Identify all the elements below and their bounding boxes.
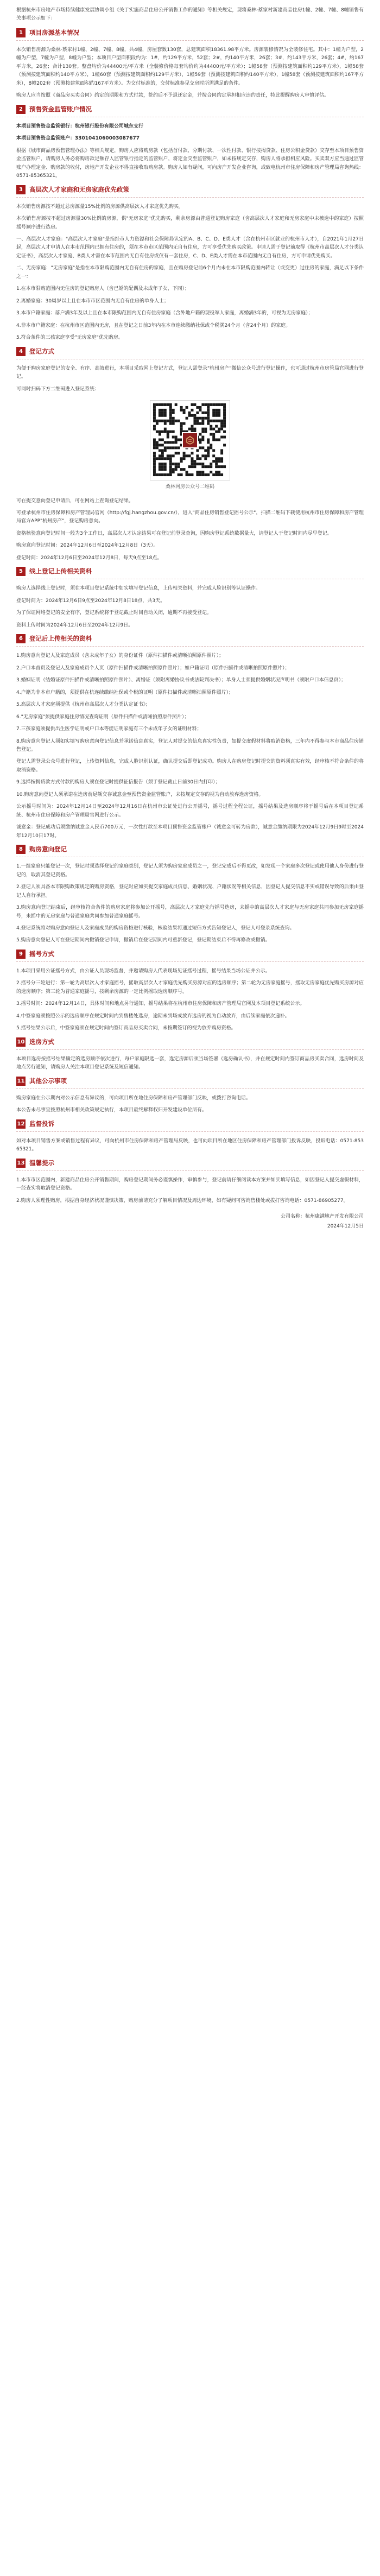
section-8 bbox=[16, 845, 364, 945]
section-number-badge: 2 bbox=[16, 105, 26, 114]
section-10 bbox=[16, 1037, 364, 1072]
paragraph: 一、高层次人才家庭："高层次人才家庭"是指经市人力资源和社会保障局认定的A、B、C、D、E类人才（含在杭州市区就业的杭州市人才），自2021年1月27日起，高层次人才申请人在本市范围内已拥有住房的，须在本市市区范围内无自有住房，方可享受优先购买政策。申请人需于登记前取得《杭州市高层次人才分类认定证书》，高层次人才家庭、B类人才需在本市范围内无自有住房或仅有一套住房，C、D、E类人才需在本市范围内无自有住房，方可申请优先购买。 bbox=[16, 236, 364, 259]
paragraph: 4.登记系统将对购房意向登记人及家庭成员的购房资格进行核验，核验结果将通过短信方式告知登记人，登记人可登录系统查询。 bbox=[16, 926, 295, 931]
section-4 bbox=[16, 347, 364, 563]
section-5 bbox=[16, 567, 364, 630]
section-body bbox=[16, 123, 364, 181]
paragraph: 如对本项目销售方案或销售过程有异议，可向杭州市住房保障和房产管理局反映，也可向项目所在地区住房保障和房产管理部门投诉反映，投诉电话：0571-85365321。 bbox=[16, 1138, 364, 1153]
section-number-badge: 13 bbox=[16, 1159, 26, 1168]
paragraph: 公示摇号时间为：2024年12月14日至2024年12月16日在杭州市公证处进行公开摇号，摇号过程全程公证，摇号结果及选房顺序将于摇号后在本项目登记系统、杭州市住房保障和房产管理局官网进行公示。 bbox=[16, 804, 364, 818]
section-title: 温馨提示 bbox=[29, 1159, 54, 1167]
section-1 bbox=[16, 28, 364, 100]
paragraph: 3.婚姻证明（结婚证原件扫描件或清晰拍照原件照片）、离婚证（须附离婚协议书或法院判决书）；单身人士须提供婚姻状况声明书（须附户口本信息页）； bbox=[16, 678, 346, 683]
section-body bbox=[16, 46, 364, 100]
section-title: 摇号方式 bbox=[29, 950, 54, 958]
paragraph: 购房家庭在公示期内对公示信息有异议的，可向项目所在地住房保障和房产管理部门反映，或拨打咨询电话。 bbox=[16, 1095, 251, 1101]
paragraph: 3.购房意向登记结束后，经审核符合条件的购房家庭将参加公开摇号，高层次人才家庭先行摇号选房，未摇中的高层次人才家庭与无房家庭共同参加无房家庭摇号，未摇中的无房家庭与普通家庭共同参加普通家庭摇号。 bbox=[16, 905, 364, 919]
section-number-badge: 12 bbox=[16, 1119, 26, 1129]
paragraph: 1.在本市限购范围内无住房的登记购房人（含已婚的配偶及未成年子女，下同）； bbox=[16, 286, 190, 292]
paragraph: 本项目预售资金监管银行：杭州银行股份有限公司城东支行 bbox=[16, 123, 144, 129]
section-header bbox=[16, 347, 364, 359]
qr-caption: 桑林网房公众号二维码 bbox=[165, 484, 214, 490]
section-2 bbox=[16, 105, 364, 181]
paragraph: 为便于购房家庭登记的安全、有序、高效进行，本项目采取网上登记方式，登记人需登录"杭州房产"微信公众号进行登记操作，也可通过杭州市房管局官网进行登记。 bbox=[16, 365, 364, 380]
section-title: 登记后上传相关的资料 bbox=[29, 635, 92, 643]
intro-paragraph: 根据杭州市房地产市场持续健康发展协调小组《关于实施商品住房公开销售工作的通知》等相关规定，现将桑林·蔡家村新建商品住房1幢、2幢、7幢、8幢销售有关事项公示如下： bbox=[16, 8, 364, 22]
paragraph: 2.摇号分三轮进行：第一轮为高层次人才家庭摇号，摇取高层次人才家庭优先购买房源对应的选房顺序；第二轮为无房家庭摇号，摇取无房家庭优先购买房源对应的选房顺序；第三轮为普通家庭摇号，按剩余房源的一定比例摇取选房顺序号。 bbox=[16, 980, 364, 995]
paragraph: 4.中签家庭须按照公示的选房顺序在规定时间内到售楼处选房，逾期未到场或放弃选房的视为自动放弃，由后续家庭依次递补。 bbox=[16, 1013, 290, 1019]
paragraph: 可登录杭州市住房保障和房产管理局官网（http://fgj.hangzhou.gov.cn/），进入"商品住房销售登记摇号公示"，扫描二维码下载使用杭州市住房保障和房产管理局官方APP"杭州房产"，登记购房意向。 bbox=[16, 510, 364, 524]
section-body bbox=[16, 365, 364, 563]
section-number-badge: 1 bbox=[16, 28, 26, 37]
announcement-page bbox=[16, 0, 364, 1244]
paragraph: 本次销售房源按不超过房源量30%比例的房源，供"无房家庭"优先购买，剩余房源由普通登记购房家庭（含高层次人才家庭和无房家庭中未被选中的家庭）按照摇号顺序进行选房。 bbox=[16, 216, 364, 230]
section-body bbox=[16, 203, 364, 343]
section-body bbox=[16, 967, 364, 1033]
section-header bbox=[16, 845, 364, 857]
paragraph: 资料上传时间为2024年12月6日至2024年12月9日。 bbox=[16, 622, 134, 628]
paragraph: 登记时间：2024年12月6日至2024年12月8日，每天9点至18点。 bbox=[16, 555, 162, 561]
paragraph: 10.购房意向登记人须承诺在选房前足额交存诚意金至预售资金监管账户，未按规定交存的视为自动放弃选房资格。 bbox=[16, 792, 264, 798]
paragraph: 2.户口本首页及登记人及家庭成员个人页（原件扫描件或清晰拍照原件照片）；如户籍证明（原件扫描件或清晰拍照原件照片）； bbox=[16, 665, 290, 671]
section-header bbox=[16, 1037, 364, 1050]
paragraph: 9.选择按揭贷款方式付款的购房人须在登记时提供征信报告（须于登记截止日前30日内打印）； bbox=[16, 780, 220, 786]
paragraph: 诚意金：登记成功后须缴纳诚意金人民币700万元，一次性打款至本项目预售资金监管账户（诚意金可转为房款），诚意金缴纳期限为2024年12月9日9时至2024年12月10日17时。 bbox=[16, 825, 364, 839]
section-number-badge: 5 bbox=[16, 567, 26, 576]
paragraph: 5.高层次人才家庭须提供《杭州市高层次人才分类认定证书》； bbox=[16, 702, 151, 708]
paragraph: 2.登记人须具备本市限购政策规定的购房资格，登记时应如实提交家庭成员信息、婚姻状况、户籍状况等相关信息，因登记人提交信息不实或错误导致的后果由登记人自行承担。 bbox=[16, 884, 364, 898]
paragraph: 1.一组家庭只能登记一次，登记时须选择登记的家庭类别，登记人须为购房家庭成员之一，登记完成后不得更改，如发现一个家庭多次登记或使用他人身份进行登记的，取消其登记资格。 bbox=[16, 864, 364, 878]
paragraph: 6."无房家庭"须提供家庭住房情况查询证明（原件扫描件或清晰拍照原件照片）； bbox=[16, 714, 189, 720]
footer-company: 公司名称：杭州康满地产开发有限公司 bbox=[280, 1213, 364, 1219]
section-title: 监督投诉 bbox=[29, 1119, 54, 1128]
section-9 bbox=[16, 950, 364, 1033]
paragraph: 本次销售房源为桑林·蔡家村1幢、2幢、7幢、8幢，共4幢，房屋套数130套，总建筑面积18361.98平方米。房源装修情况为全装修住宅。其中：1幢为户型，2幢为户型，7幢为户型，8幢为户型；本项目户型面积段约为：1#，约129平方米，52套；2#，约140平方米，26套；3#，约143平方米，26套；4#，约167平方米，26套；合计130套。整盘均价为44400元/平方米（全装修价格每套均价约为44400元/平方米）；1幢58套（预测按建筑面积约129平方米），1幢58套（预测按建筑面积约140平方米），1幢60套（预测按建筑面积约129平方米），1幢59套（预测按建筑面积约140平方米），1幢58套（预测按建筑面积约167平方米），8幢202套（预测按建筑面积约167平方米）。为交付标准的，交付标准参见交房时所需满足的条件。 bbox=[16, 47, 364, 86]
qr-code-image[interactable] bbox=[150, 400, 230, 480]
paragraph: 3.本市户籍家庭：落户满3年及以上且在本市限购范围内无自有住房家庭（含外地户籍的现役军人家庭，离婚满3年的，可视为无房家庭）； bbox=[16, 311, 313, 317]
paragraph: 登记时间为：2024年12月6日9点至2024年12月8日18点，共3天。 bbox=[16, 598, 166, 604]
section-number-badge: 10 bbox=[16, 1037, 26, 1047]
section-title: 购房意向登记 bbox=[29, 845, 67, 853]
paragraph: 4.非本市户籍家庭：在杭州市区范围内无房，且在登记之日前3年内在本市连续缴纳社保或个税满24个月（含24个月）的家庭。 bbox=[16, 322, 291, 328]
section-header bbox=[16, 1077, 364, 1089]
qr-logo-icon bbox=[182, 432, 198, 448]
paragraph: 2.离婚家庭：30周岁以上且在本市市区范围内无自有住房的单身人士； bbox=[16, 298, 169, 304]
qr-code-block bbox=[16, 400, 364, 491]
section-number-badge: 9 bbox=[16, 950, 26, 959]
section-body bbox=[16, 652, 364, 840]
paragraph: 资格核验意向登记时间一般为3个工作日，高层次人才认定结果可在登记前登录查询，因购房登记系统数据量大，请登记人于登记时间内尽早登记。 bbox=[16, 530, 332, 536]
section-header bbox=[16, 567, 364, 579]
section-title: 登记方式 bbox=[29, 347, 54, 355]
section-3 bbox=[16, 185, 364, 343]
footer-signature bbox=[16, 1213, 364, 1231]
paragraph: 二、无房家庭："无房家庭"是指在本市限购范围内无自有住房的家庭，且在购房登记前6个月内未在本市限购范围内转让（或变更）过住房的家庭，满足以下条件之一： bbox=[16, 265, 364, 280]
paragraph: 购房意向登记时间：2024年12月6日至2024年12月8日（3天）。 bbox=[16, 543, 159, 549]
section-6 bbox=[16, 634, 364, 840]
section-title: 高层次人才家庭和无房家庭优先政策 bbox=[29, 185, 129, 193]
paragraph: 本公告未尽事宜按照杭州市相关政策规定执行，本项目最终解释权归开发建设单位所有。 bbox=[16, 1107, 207, 1113]
paragraph: 本项目选房按摇号结果确定的选房顺序依次进行，每户家庭限选一套，选定房源后须当场签署《选房确认书》，并在规定时间内签订商品房买卖合同，选房时间及地点另行通知，请购房人关注本项目登记系统及短信通知。 bbox=[16, 1056, 364, 1071]
paragraph: 登记人需登录公众号进行登记，上传资料信息，完成人脸识别认证，确认提交后即登记成功。购房人在购房登记时提交的资料须真实有效，经审核不符合条件的将取消资格。 bbox=[16, 759, 364, 773]
section-header bbox=[16, 105, 364, 117]
paragraph: 1.本项目采用公证摇号方式，由公证人员现场监督，并邀请购房人代表现场见证摇号过程，摇号结果当场公证并公示。 bbox=[16, 968, 270, 974]
paragraph: 购房人应当按照《商品房买卖合同》约定的期限和方式付款，签约后不予退还定金，并按合同约定承担相应违约责任，特此提醒购房人审慎评估。 bbox=[16, 93, 330, 99]
section-number-badge: 4 bbox=[16, 347, 26, 356]
section-header bbox=[16, 185, 364, 198]
section-body bbox=[16, 1137, 364, 1154]
paragraph: 1.本市市区范围内，新建商品住房公开销售期间，购房登记期间务必谨慎操作，审慎参与，登记前请仔细阅读本方案并如实填写信息，如因登记人提交虚假材料，一经查实将取消登记资格。 bbox=[16, 1177, 364, 1192]
paragraph: 可在提交意向登记申请后，可在网站上查询登记结果。 bbox=[16, 498, 134, 504]
paragraph: 3.摇号时间：2024年12月14日，具体时间和地点另行通知，摇号结果将在杭州市住房保障和房产管理局官网及本项目登记系统公示。 bbox=[16, 1001, 305, 1007]
section-13 bbox=[16, 1159, 364, 1205]
section-title: 预售资金监管账户情况 bbox=[29, 105, 92, 113]
section-number-badge: 3 bbox=[16, 185, 26, 194]
paragraph: 购房人选择线上登记时，须在本项目登记系统中如实填写登记信息，上传相关资料，并完成人脸识别等认证操作。 bbox=[16, 586, 261, 592]
paragraph: 本项目预售资金监管账户：3301041060003087677 bbox=[16, 136, 140, 142]
paragraph: 可同时扫码下方二维码进入登记系统： bbox=[16, 386, 100, 392]
section-body bbox=[16, 585, 364, 630]
paragraph: 本次销售房源按不超过总房源量15%比例的房源供高层次人才家庭优先购买。 bbox=[16, 204, 184, 210]
paragraph: 2.购房人须理性购房，根据自身经济状况谨慎决策，购房前请充分了解项目情况及周边环境，如有疑问可咨询售楼处或拨打咨询电话：0571-86905277。 bbox=[16, 1198, 349, 1204]
section-title: 选房方式 bbox=[29, 1037, 54, 1046]
section-title: 其他公示事项 bbox=[29, 1077, 67, 1085]
section-title: 线上登记上传相关资料 bbox=[29, 567, 92, 575]
sections-container bbox=[16, 28, 364, 1205]
section-header bbox=[16, 1119, 364, 1132]
section-number-badge: 6 bbox=[16, 634, 26, 643]
section-number-badge: 11 bbox=[16, 1077, 26, 1086]
section-body bbox=[16, 1055, 364, 1072]
section-header bbox=[16, 634, 364, 647]
paragraph: 4.户籍为非本市户籍的，须提供在杭连续缴纳社保或个税的证明（原件扫描件或清晰拍照原件照片）； bbox=[16, 689, 234, 695]
paragraph: 7.三孩家庭须提供出生医学证明或户口本等能证明家庭有三个未成年子女的证明材料； bbox=[16, 726, 202, 732]
paragraph: 根据《城市商品房预售管理办法》等相关规定，购房人应将购房款（包括首付款、分期付款、一次性付款、银行按揭贷款、住房公积金贷款）交存至本项目预售资金监管账户，请购房人务必将购房款足额存入监管银行指定的监管账户，将定金交至监管账户，如未按规定交存，购房人将承担相应风险。买卖双方应当通过监管账户办理定金、购房款的收付，房地产开发企业不得直接收取购房款。购房人如有疑问，可向房产开发企业咨询，或致电杭州市住房保障和房产管理局咨询热线：0571-85365321。 bbox=[16, 148, 364, 179]
section-header bbox=[16, 28, 364, 41]
paragraph: 5.符合条件的三孩家庭享受"无房家庭"优先购房。 bbox=[16, 335, 123, 341]
paragraph: 5.摇号结果公示后，中签家庭须在规定时间内签订商品房买卖合同，未按期签订的视为放弃购房资格。 bbox=[16, 1026, 236, 1031]
section-11 bbox=[16, 1077, 364, 1115]
section-title: 项目房源基本情况 bbox=[29, 28, 79, 36]
footer-date: 2024年12月5日 bbox=[327, 1224, 364, 1230]
section-header bbox=[16, 1159, 364, 1171]
section-header bbox=[16, 950, 364, 962]
section-body bbox=[16, 863, 364, 945]
paragraph: 1.购房意向登记人及家庭成员（含未成年子女）的身份证件（原件扫描件或清晰拍照原件照片）； bbox=[16, 653, 224, 659]
section-number-badge: 8 bbox=[16, 845, 26, 854]
paragraph: 5.购房意向登记人可在登记期间内撤销登记申请，撤销后在登记期间内可重新登记，登记期结束后不得再修改或撤销。 bbox=[16, 938, 270, 944]
paragraph: 为了保证网络登记的安全有序，登记系统将于登记截止时间自动关闭，逾期不再接受登记。 bbox=[16, 610, 212, 616]
section-body bbox=[16, 1094, 364, 1115]
section-12 bbox=[16, 1119, 364, 1154]
paragraph: 8.购房意向登记人须如实填写购房意向登记信息并承诺信息真实，登记人对提交的信息真实性负责，如提交虚假材料将取消资格，三年内不得参与本市商品住房销售登记。 bbox=[16, 738, 364, 752]
section-body bbox=[16, 1176, 364, 1205]
